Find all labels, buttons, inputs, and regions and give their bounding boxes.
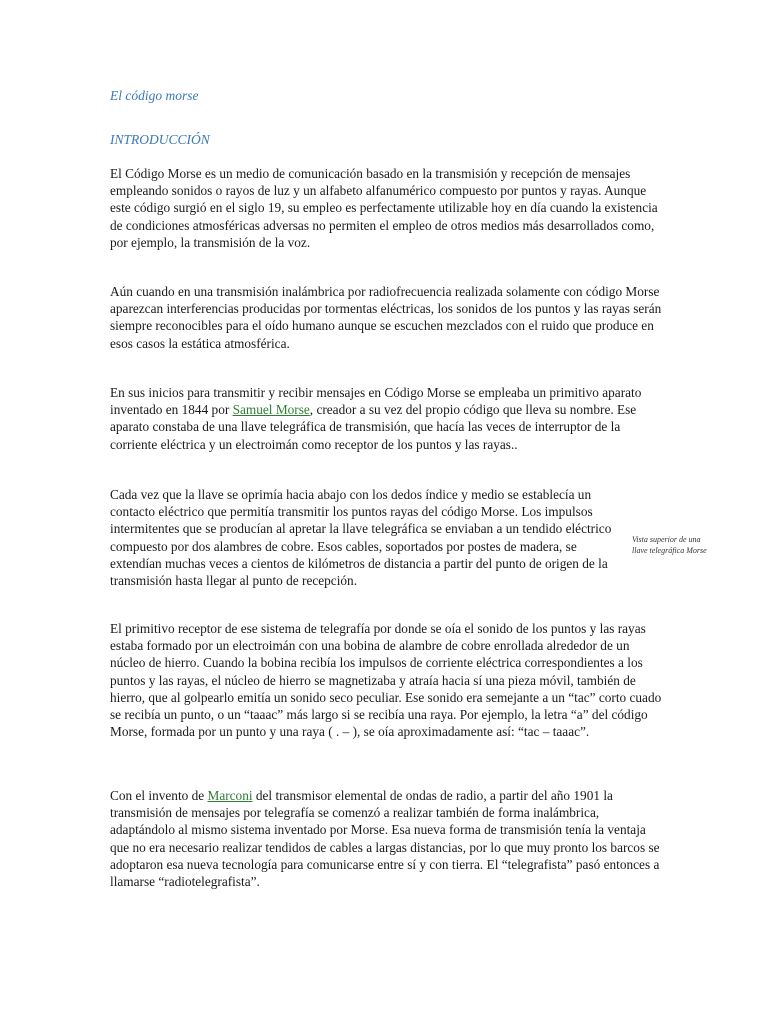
image-caption: Vista superior de una llave telegráfica Morse bbox=[632, 535, 707, 555]
paragraph-6-text-start: Con el invento de bbox=[110, 788, 208, 803]
paragraph-5: El primitivo receptor de ese sistema de telegrafía por donde se oía el sonido de los puntos y las rayas estaba formado por un electroimán con una bobina de alambre de cobre enrollada alrededor de un núcleo de hierro. Cuando la bobina recibía los impulsos de corriente eléctrica correspondientes a los puntos y las rayas, el núcleo de hierro se magnetizaba y atraía hacia sí una pieza móvil, también de hierro, que al golpearlo emitía un sonido seco peculiar. Ese sonido era semejante a un “tac” corto cuado se recibía un punto, o un “taaac” más largo si se recibía una raya. Por ejemplo, la letra “a” del código Morse, formada por un punto y una raya ( . – ), se oía aproximadamente así: “tac – taaac”. bbox=[110, 621, 662, 740]
paragraph-2: Aún cuando en una transmisión inalámbrica por radiofrecuencia realizada solamente con código Morse aparezcan interferencias producidas por tormentas eléctricas, los sonidos de los puntos y las rayas serán siempre reconocibles para el oído humano aunque se escuchen mezclados con el ruido que produce en esos casos la estática atmosférica. bbox=[110, 284, 662, 351]
paragraph-6-text-end: del transmisor elemental de ondas de radio, a partir del año 1901 la transmisión de mensajes por telegrafía se comenzó a realizar también de forma inalámbrica, adaptándolo al mismo sistema inventado por Morse. Esa nueva forma de transmisión tenía la ventaja que no era necesario realizar tendidos de cables a largas distancias, por lo que muy pronto los barcos se adoptaron esa nueva tecnología para comunicarse entre sí y con tierra. El “telegrafista” pasó entonces a llamarse “radiotelegrafista”. bbox=[110, 788, 660, 890]
section-heading-introduccion: INTRODUCCIÓN bbox=[110, 132, 210, 147]
paragraph-3-text-start: En sus inicios para transmitir y recibir mensajes en Código Morse se empleaba un primitivo aparato inventado en 1844 por bbox=[110, 385, 642, 418]
paragraph-3-text-end: , creador a su vez del propio código que lleva su nombre. Ese aparato constaba de una llave telegráfica de transmisión, que hacía las veces de interruptor de la corriente eléctrica y un electroimán como receptor de los puntos y las rayas.. bbox=[110, 402, 637, 452]
paragraph-3 bbox=[110, 384, 662, 453]
samuel-morse-link[interactable]: Samuel Morse bbox=[232, 402, 310, 418]
paragraph-1: El Código Morse es un medio de comunicación basado en la transmisión y recepción de mensajes empleando sonidos o rayos de luz y un alfabeto alfanumérico compuesto por puntos y rayas. Aunque este código surgió en el siglo 19, su empleo es perfectamente utilizable hoy en día cuando la existencia de condiciones atmosféricas adversas no permiten el empleo de otros medios más desarrollados como, por ejemplo, la transmisión de la voz. bbox=[110, 166, 658, 250]
document-title: El código morse bbox=[110, 88, 199, 103]
paragraph-4: Cada vez que la llave se oprimía hacia abajo con los dedos índice y medio se establecía un contacto eléctrico que permitía transmitir los puntos rayas del código Morse. Los impulsos intermitentes que se producían al apretar la llave telegráfica se enviaban a un tendido eléctrico compuesto por dos alambres de cobre. Esos cables, soportados por postes de madera, se extendían muchas veces a cientos de kilómetros de distancia a partir del punto de origen de la transmisión hasta llegar al punto de recepción. bbox=[110, 487, 612, 589]
marconi-link[interactable]: Marconi bbox=[207, 788, 253, 803]
paragraph-6 bbox=[110, 787, 662, 890]
